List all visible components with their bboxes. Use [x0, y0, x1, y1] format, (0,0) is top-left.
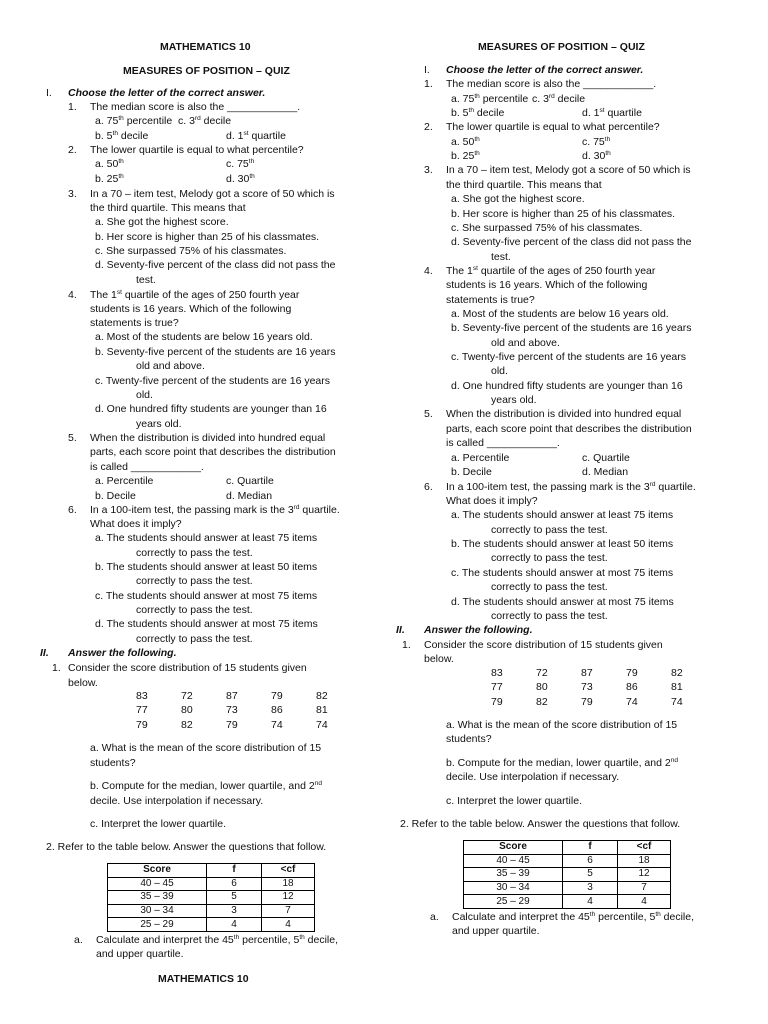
score-cell: 74: [626, 695, 638, 708]
column-header: Score: [108, 864, 207, 878]
score-cell: 74: [671, 695, 683, 708]
q5-line2: parts, each score point that describes the distribution: [90, 446, 336, 458]
column-header: Score: [464, 841, 563, 855]
table-row: [464, 895, 671, 909]
p2-item1-qb-line2: decile. Use interpolation if necessary.: [90, 795, 264, 807]
r-q6-option-d2: correctly to pass the test.: [491, 610, 608, 622]
score-cell: 83: [491, 667, 503, 679]
r-p2-item1-qa-line1: a. What is the mean of the score distribution of 15: [446, 719, 678, 731]
q4-option-d1: d. One hundred fifty students are younger than 16: [95, 403, 327, 415]
score-cell: 79: [581, 695, 593, 708]
r-q5-option-c: c. Quartile: [582, 452, 630, 464]
q3-option-a: a. She got the highest score.: [95, 216, 229, 228]
r-q5-number: 5.: [424, 408, 433, 420]
r-q4-option-b2: old and above.: [491, 337, 560, 349]
r-score-distribution-table: [491, 666, 701, 709]
score-distribution-table: [136, 689, 346, 732]
q2-option-a: a. 50th: [95, 158, 124, 170]
q1-option-c: c. 3rd decile: [178, 115, 232, 127]
table-cell: 25 – 29: [108, 918, 207, 932]
r-q2-text: The lower quartile is equal to what percentile?: [446, 121, 660, 133]
p2-item1-line1: Consider the score distribution of 15 students given: [68, 662, 307, 674]
score-cell: 79: [226, 718, 238, 731]
left-header: MATHEMATICS 10: [160, 41, 251, 53]
q6-option-c1: c. The students should answer at most 75 items: [95, 590, 318, 602]
r-frequency-table: [463, 840, 671, 909]
table-row: [464, 854, 671, 868]
column-header: <cf: [618, 841, 671, 855]
r-q1-number: 1.: [424, 78, 433, 90]
q4-option-b1: b. Seventy-five percent of the students are 16 years: [95, 346, 336, 358]
part2-number: II.: [40, 647, 49, 659]
r-q1-text: The median score is also the ____________.: [446, 78, 657, 90]
r-p2-item1-qc: c. Interpret the lower quartile.: [446, 795, 582, 807]
r-q4-option-c2: old.: [491, 365, 508, 377]
score-cell: 87: [581, 667, 593, 679]
score-cell: 87: [226, 690, 238, 702]
q4-line1: The 1st quartile of the ages of 250 fourth year: [90, 289, 300, 301]
score-cell: 82: [671, 667, 683, 679]
score-cell: 73: [226, 704, 238, 717]
table-cell: 5: [563, 868, 618, 882]
table-row: [491, 666, 701, 680]
p2-item1-qa-line2: students?: [90, 757, 136, 769]
score-cell: 79: [491, 695, 503, 708]
r-part1-number: I.: [424, 64, 430, 76]
table-cell: 30 – 34: [464, 881, 563, 895]
r-q5-line2: parts, each score point that describes the distribution: [446, 423, 692, 435]
r-p2-item1-number: 1.: [402, 639, 411, 651]
table-row: [491, 680, 701, 694]
table-cell: 4: [618, 895, 671, 909]
r-q6-option-a1: a. The students should answer at least 75 items: [451, 509, 674, 521]
q6-option-d2: correctly to pass the test.: [136, 633, 253, 645]
r-q6-option-c1: c. The students should answer at most 75 items: [451, 567, 674, 579]
r-q2-number: 2.: [424, 121, 433, 133]
table-cell: 3: [563, 881, 618, 895]
r-p2-item1-qb-line1: b. Compute for the median, lower quartile, and 2nd: [446, 757, 678, 769]
q2-option-c: c. 75th: [226, 158, 255, 170]
left-footer: MATHEMATICS 10: [158, 973, 249, 985]
table-cell: 3: [207, 904, 262, 918]
column-header: <cf: [262, 864, 315, 878]
r-q6-line1: In a 100-item test, the passing mark is the 3rd quartile.: [446, 481, 696, 493]
score-cell: 79: [271, 690, 283, 702]
r-q4-option-d1: d. One hundred fifty students are younger than 16: [451, 380, 683, 392]
q6-line1: In a 100-item test, the passing mark is the 3rd quartile.: [90, 504, 340, 516]
table-cell: 18: [262, 877, 315, 891]
q5-line3: is called ____________.: [90, 461, 204, 473]
r-q3-option-b: b. Her score is higher than 25 of his classmates.: [451, 208, 676, 220]
right-title: MEASURES OF POSITION – QUIZ: [478, 41, 645, 53]
table-row: [136, 703, 346, 717]
r-q6-option-c2: correctly to pass the test.: [491, 581, 608, 593]
p2-item1-qb-line1: b. Compute for the median, lower quartile, and 2nd: [90, 780, 322, 792]
table-row: [108, 904, 315, 918]
table-cell: 6: [207, 877, 262, 891]
table-row: [108, 891, 315, 905]
table-cell: 4: [563, 895, 618, 909]
table-row: [108, 877, 315, 891]
p2-item2-qa-line2: and upper quartile.: [96, 948, 184, 960]
q1-option-d: d. 1st quartile: [226, 130, 286, 142]
table-cell: 40 – 45: [108, 877, 207, 891]
score-cell: 77: [491, 681, 503, 694]
q6-option-d1: d. The students should answer at most 75 items: [95, 618, 318, 630]
q4-option-c1: c. Twenty-five percent of the students are 16 years: [95, 375, 331, 387]
score-cell: 82: [536, 695, 548, 708]
r-part2-instruction: Answer the following.: [424, 624, 533, 636]
part2-instruction: Answer the following.: [68, 647, 177, 659]
q4-option-b2: old and above.: [136, 360, 205, 372]
score-cell: 82: [181, 718, 193, 731]
q2-option-d: d. 30th: [226, 173, 255, 185]
p2-item2-qa-number: a.: [74, 934, 83, 946]
q4-option-d2: years old.: [136, 418, 182, 430]
q6-number: 6.: [68, 504, 77, 516]
q1-option-b: b. 5th decile: [95, 130, 149, 142]
table-row: [136, 689, 346, 703]
r-q5-option-a: a. Percentile: [451, 452, 510, 464]
table-header-row: [464, 841, 671, 855]
q3-line2: the third quartile. This means that: [90, 202, 246, 214]
q4-option-a: a. Most of the students are below 16 years old.: [95, 331, 313, 343]
table-cell: 18: [618, 854, 671, 868]
table-row: [108, 918, 315, 932]
left-title: MEASURES OF POSITION – QUIZ: [123, 65, 290, 77]
p2-item1-qc: c. Interpret the lower quartile.: [90, 818, 226, 830]
table-cell: 6: [563, 854, 618, 868]
score-cell: 80: [181, 704, 193, 717]
r-q3-line2: the third quartile. This means that: [446, 179, 602, 191]
q3-option-c: c. She surpassed 75% of his classmates.: [95, 245, 287, 257]
r-q5-line3: is called ____________.: [446, 437, 560, 449]
table-row: [464, 881, 671, 895]
r-q4-line2: students is 16 years. Which of the following: [446, 279, 648, 291]
r-p2-item2-qa-number: a.: [430, 911, 439, 923]
r-q6-option-a2: correctly to pass the test.: [491, 524, 608, 536]
score-cell: 79: [136, 718, 148, 731]
r-q5-option-d: d. Median: [582, 466, 629, 478]
table-header-row: [108, 864, 315, 878]
q6-option-c2: correctly to pass the test.: [136, 604, 253, 616]
r-q5-option-b: b. Decile: [451, 466, 492, 478]
r-q1-option-d: d. 1st quartile: [582, 107, 642, 119]
score-cell: 86: [626, 681, 638, 694]
table-row: [464, 868, 671, 882]
q5-option-d: d. Median: [226, 490, 273, 502]
q5-option-b: b. Decile: [95, 490, 136, 502]
r-part2-number: II.: [396, 624, 405, 636]
r-q6-option-b1: b. The students should answer at least 50 items: [451, 538, 674, 550]
r-q3-line1: In a 70 – item test, Melody got a score of 50 which is: [446, 164, 691, 176]
q4-line3: statements is true?: [90, 317, 179, 329]
r-q1-option-b: b. 5th decile: [451, 107, 505, 119]
score-cell: 86: [271, 704, 283, 717]
r-q3-option-d1: d. Seventy-five percent of the class did not pass the: [451, 236, 692, 248]
p2-item1-qa-line1: a. What is the mean of the score distribution of 15: [90, 742, 322, 754]
part1-instruction: Choose the letter of the correct answer.: [68, 87, 266, 99]
q6-line2: What does it imply?: [90, 518, 182, 530]
q4-line2: students is 16 years. Which of the following: [90, 303, 292, 315]
r-q4-option-b1: b. Seventy-five percent of the students are 16 years: [451, 322, 692, 334]
q1-number: 1.: [68, 101, 77, 113]
r-q1-option-c: c. 3rd decile: [532, 93, 586, 105]
q5-option-a: a. Percentile: [95, 475, 154, 487]
r-p2-item1-line1: Consider the score distribution of 15 students given: [424, 639, 663, 651]
q5-line1: When the distribution is divided into hundred equal: [90, 432, 326, 444]
part1-number: I.: [46, 87, 52, 99]
r-q6-line2: What does it imply?: [446, 495, 538, 507]
r-q4-option-c1: c. Twenty-five percent of the students are 16 years: [451, 351, 687, 363]
r-q2-option-b: b. 25th: [451, 150, 480, 162]
score-cell: 80: [536, 681, 548, 694]
p2-item1-line2: below.: [68, 677, 98, 689]
q3-option-b: b. Her score is higher than 25 of his classmates.: [95, 231, 320, 243]
r-p2-item1-line2: below.: [424, 653, 454, 665]
r-q3-option-d2: test.: [491, 251, 511, 263]
q2-number: 2.: [68, 144, 77, 156]
q5-number: 5.: [68, 432, 77, 444]
table-cell: 30 – 34: [108, 904, 207, 918]
p2-item2-qa-line1: Calculate and interpret the 45th percentile, 5th decile,: [96, 934, 339, 946]
table-cell: 4: [262, 918, 315, 932]
p2-item2-text: 2. Refer to the table below. Answer the questions that follow.: [46, 841, 327, 853]
r-q2-option-d: d. 30th: [582, 150, 611, 162]
r-q3-option-c: c. She surpassed 75% of his classmates.: [451, 222, 643, 234]
r-p2-item1-qb-line2: decile. Use interpolation if necessary.: [446, 771, 620, 783]
r-q2-option-c: c. 75th: [582, 136, 611, 148]
table-cell: 7: [618, 881, 671, 895]
r-q4-line3: statements is true?: [446, 294, 535, 306]
score-cell: 81: [316, 704, 328, 717]
r-p2-item1-qa-line2: students?: [446, 733, 492, 745]
table-cell: 12: [618, 868, 671, 882]
table-row: [491, 695, 701, 709]
score-cell: 72: [181, 690, 193, 702]
score-cell: 74: [316, 718, 328, 731]
q3-option-d1: d. Seventy-five percent of the class did not pass the: [95, 259, 336, 271]
table-cell: 12: [262, 891, 315, 905]
score-cell: 77: [136, 704, 148, 717]
q3-option-d2: test.: [136, 274, 156, 286]
r-q4-number: 4.: [424, 265, 433, 277]
column-header: f: [563, 841, 618, 855]
r-p2-item2-text: 2. Refer to the table below. Answer the questions that follow.: [400, 818, 681, 830]
table-cell: 40 – 45: [464, 854, 563, 868]
r-p2-item2-qa-line1: Calculate and interpret the 45th percentile, 5th decile,: [452, 911, 695, 923]
q6-option-b1: b. The students should answer at least 50 items: [95, 561, 318, 573]
r-p2-item2-qa-line2: and upper quartile.: [452, 925, 540, 937]
q2-option-b: b. 25th: [95, 173, 124, 185]
q6-option-a1: a. The students should answer at least 75 items: [95, 532, 318, 544]
table-cell: 5: [207, 891, 262, 905]
q6-option-b2: correctly to pass the test.: [136, 575, 253, 587]
score-cell: 81: [671, 681, 683, 694]
score-cell: 74: [271, 718, 283, 731]
q2-text: The lower quartile is equal to what percentile?: [90, 144, 304, 156]
table-cell: 7: [262, 904, 315, 918]
r-q5-line1: When the distribution is divided into hundred equal: [446, 408, 682, 420]
p2-item1-number: 1.: [52, 662, 61, 674]
r-q3-number: 3.: [424, 164, 433, 176]
frequency-table: [107, 863, 315, 932]
q1-option-a: a. 75th percentile: [95, 115, 173, 127]
r-q1-option-a: a. 75th percentile: [451, 93, 529, 105]
r-q4-option-d2: years old.: [491, 394, 537, 406]
r-q4-option-a: a. Most of the students are below 16 years old.: [451, 308, 669, 320]
q3-number: 3.: [68, 188, 77, 200]
q5-option-c: c. Quartile: [226, 475, 274, 487]
q3-line1: In a 70 – item test, Melody got a score of 50 which is: [90, 188, 335, 200]
column-header: f: [207, 864, 262, 878]
r-q6-option-b2: correctly to pass the test.: [491, 552, 608, 564]
table-cell: 25 – 29: [464, 895, 563, 909]
table-cell: 35 – 39: [108, 891, 207, 905]
table-cell: 4: [207, 918, 262, 932]
score-cell: 79: [626, 667, 638, 679]
score-cell: 83: [136, 690, 148, 702]
r-q6-number: 6.: [424, 481, 433, 493]
r-q2-option-a: a. 50th: [451, 136, 480, 148]
table-cell: 35 – 39: [464, 868, 563, 882]
q4-option-c2: old.: [136, 389, 153, 401]
r-q6-option-d1: d. The students should answer at most 75 items: [451, 596, 674, 608]
score-cell: 73: [581, 681, 593, 694]
r-q3-option-a: a. She got the highest score.: [451, 193, 585, 205]
score-cell: 72: [536, 667, 548, 679]
r-part1-instruction: Choose the letter of the correct answer.: [446, 64, 644, 76]
q4-number: 4.: [68, 289, 77, 301]
q1-text: The median score is also the ____________.: [90, 101, 301, 113]
score-cell: 82: [316, 690, 328, 702]
table-row: [136, 718, 346, 732]
q6-option-a2: correctly to pass the test.: [136, 547, 253, 559]
r-q4-line1: The 1st quartile of the ages of 250 fourth year: [446, 265, 656, 277]
